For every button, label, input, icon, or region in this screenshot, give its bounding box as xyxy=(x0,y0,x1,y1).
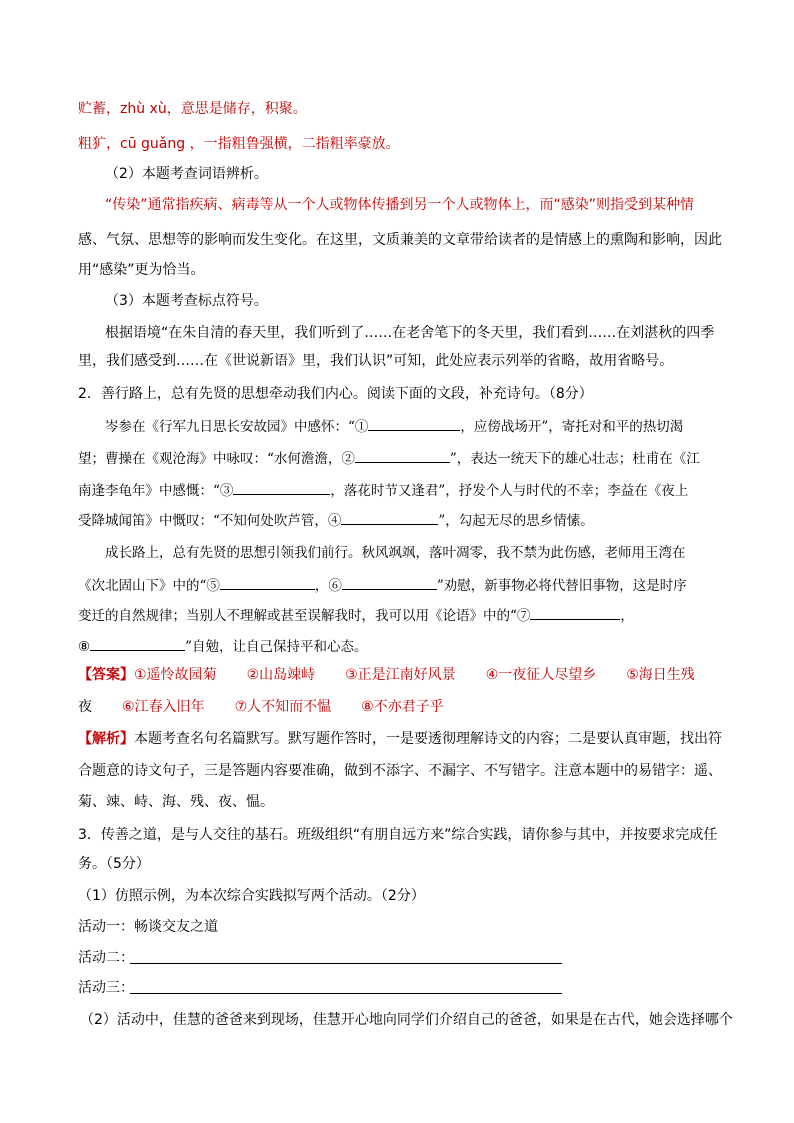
q2-passage1-line1: 岑参在《行军九日思长安故园》中感怀：“① ，应傍战场开”，寄托对和平的热切渴 xyxy=(105,416,745,436)
blank-1[interactable] xyxy=(368,416,460,431)
q2-passage1-line2: 望；曹操在《观沧海》中咏叹：“水何澹澹，② ”，表达一统天下的雄心壮志；杜甫在《江 xyxy=(78,448,718,468)
blank-5[interactable] xyxy=(220,575,315,590)
answer-item: ①遥怜故园菊 xyxy=(134,667,217,683)
answer-item: ④一夜征人尽望乡 xyxy=(485,667,597,683)
q2-explanation-line3: 用“感染”更为恰当。 xyxy=(78,262,205,278)
answer-line2 xyxy=(78,698,718,716)
answer-item: ⑥江春入旧年 xyxy=(122,699,205,715)
q2-passage1-line4: 受降城闻笛》中慨叹：“不知何处吹芦管，④ ”，勾起无尽的思乡情愫。 xyxy=(78,510,718,530)
q3-explanation-line2: 里，我们感受到……在《世说新语》里，我们认识”可知，此处应表示列举的省略，故用省略号。 xyxy=(78,353,674,369)
blank-6[interactable] xyxy=(342,575,437,590)
analysis-line3: 菊、竦、峙、海、残、夜、愠。 xyxy=(78,794,274,810)
q2-passage2-line2: 《次北固山下》中的“⑤ ，⑥ ”劝慰，新事物必将代替旧事物，这是时序 xyxy=(78,575,718,595)
blank-3[interactable] xyxy=(233,480,330,495)
q2-passage1-line3: 南逢李龟年》中感慨：“③ ，落花时节又逢君”，抒发个人与时代的不幸；李益在《夜上 xyxy=(78,480,718,500)
activity-1: 活动一：畅谈交友之道 xyxy=(78,919,218,935)
question2-title: 2．善行路上，总有先贤的思想牵动我们内心。阅读下面的文段，补充诗句。（8分） xyxy=(78,386,593,402)
answer-item: ⑧不亦君子乎 xyxy=(361,699,444,715)
answer-item: ⑤海日生残 xyxy=(626,667,695,683)
explanation-zhuxu: 贮蓄，zhù xù，意思是储存，积聚。 xyxy=(78,101,307,117)
q2-passage2-line3: 变迁的自然规律；当别人不理解或甚至误解我时，我可以用《论语》中的“⑦ ， xyxy=(78,605,718,625)
q3-sub2: （2）活动中，佳慧的爸爸来到现场，佳慧开心地向同学们介绍自己的爸爸，如果是在古代，她会选择哪个 xyxy=(80,1012,733,1028)
answer-item: ⑦人不知而不愠 xyxy=(234,699,332,715)
blank-8[interactable] xyxy=(90,636,185,651)
analysis-line1: 【解析】本题考查名句名篇默写。默写题作答时，一是要透彻理解诗文的内容；二是要认真审题，找出符 xyxy=(78,731,722,747)
blank-4[interactable] xyxy=(341,510,438,525)
blank-7[interactable] xyxy=(530,605,620,620)
answer-line1 xyxy=(78,666,718,684)
q2-explanation-line1: “传染”通常指疾病、病毒等从一个人或物体传播到另一个人或物体上，而“感染”则指受到某种情 xyxy=(105,197,695,213)
q3-subheading: （3）本题考查标点符号。 xyxy=(105,293,268,309)
q2-passage2-line1: 成长路上，总有先贤的思想引领我们前行。秋风飒飒，落叶凋零，我不禁为此伤感，老师用王湾在 xyxy=(105,545,686,561)
answer-item: ③正是江南好风景 xyxy=(345,667,456,683)
question3-title-line1: 3．传善之道，是与人交往的基石。班级组织“有朋自远方来”综合实践，请你参与其中，并按要求完成任 xyxy=(78,827,718,843)
answer-tag: 【答案】 xyxy=(78,667,134,683)
explanation-cuguang: 粗犷，cū guǎng ，一指粗鲁强横，二指粗率豪放。 xyxy=(78,136,400,152)
activity-3-label: 活动三： xyxy=(78,980,134,996)
q2-subheading: （2）本题考查词语辨析。 xyxy=(105,166,268,182)
question3-title-line2: 务。（5分） xyxy=(78,856,150,872)
q3-sub1: （1）仿照示例，为本次综合实践拟写两个活动。（2分） xyxy=(78,888,425,904)
answer-item: ②山岛竦峙 xyxy=(246,667,316,683)
blank-2[interactable] xyxy=(355,448,450,463)
activity-2-label: 活动二： xyxy=(78,950,134,966)
analysis-line2: 合题意的诗文句子，三是答题内容要准确，做到不添字、不漏字、不写错字。注意本题中的易错字：遥、 xyxy=(78,763,722,779)
answer-item: 夜 xyxy=(78,699,92,715)
activity-3-input[interactable] xyxy=(130,993,562,994)
q2-explanation-line2: 感、气氛、思想等的影响而发生变化。在这里，文质兼美的文章带给读者的是情感上的熏陶和影响，因此 xyxy=(78,232,722,248)
analysis-tag: 【解析】 xyxy=(78,731,134,747)
q2-passage2-line4: ⑧ ”自勉，让自己保持平和心态。 xyxy=(78,636,718,656)
q3-explanation-line1: 根据语境“在朱自清的春天里，我们听到了……在老舍笔下的冬天里，我们看到……在刘湛秋的四季 xyxy=(105,325,715,341)
activity-2-input[interactable] xyxy=(130,963,562,964)
